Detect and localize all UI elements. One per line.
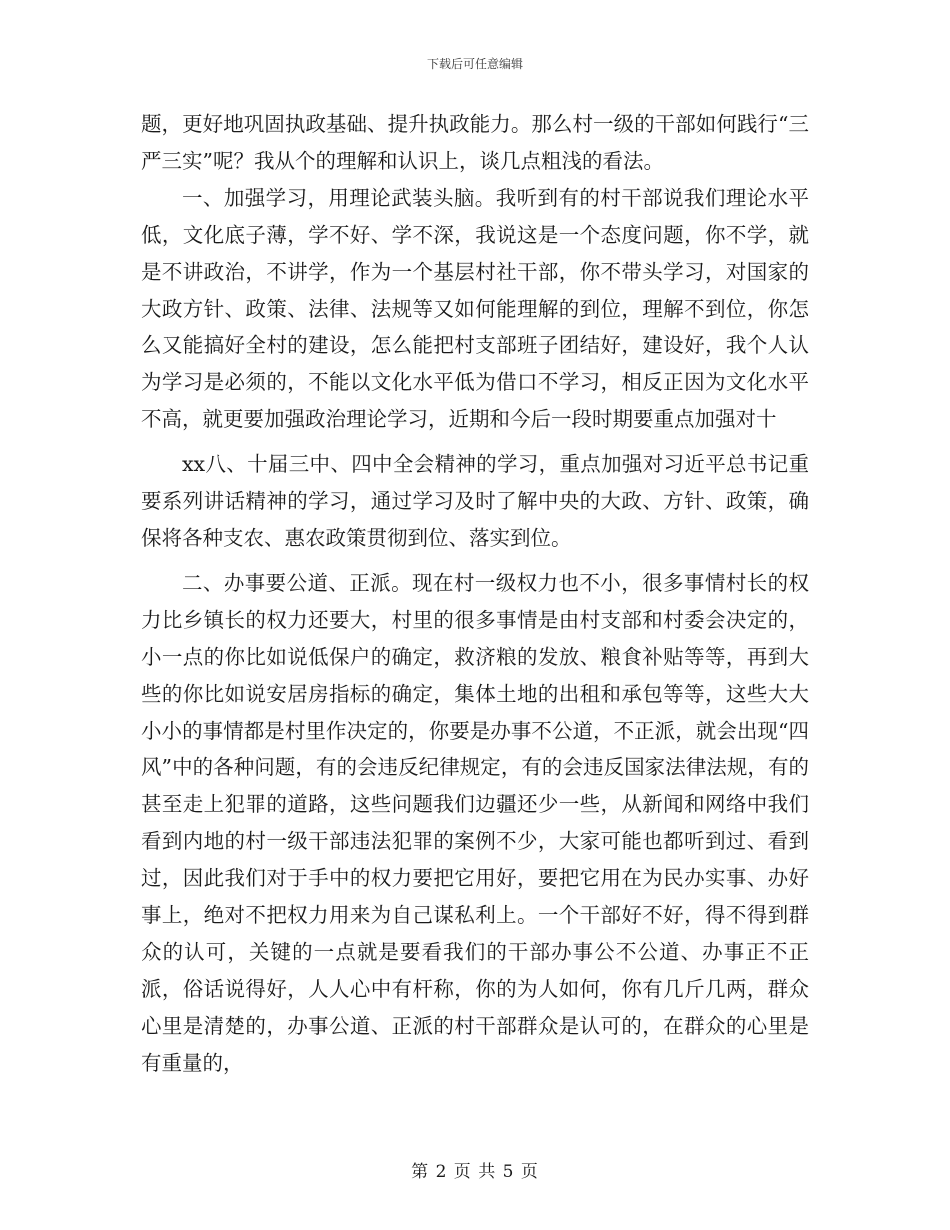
paragraph-section-one: 一、加强学习，用理论武装头脑。我听到有的村干部说我们理论水平低，文化底子薄，学不好、学不深，我说这是一个态度问题，你不学，就是不讲政治，不讲学，作为一个基层村社干部，你不带头学习，对国家的大政方针、政策、法律、法规等又如何能理解的到位，理解不到位，你怎么又能搞好全村的建设，怎么能把村支部班子团结好，建设好，我个人认为学习是必须的，不能以文化水平低为借口不学习，相反正因为文化水平不高，就更要加强政治理论学习，近期和今后一段时期要重点加强对十 xyxy=(141,185,809,432)
page-header: 下载后可任意编辑 xyxy=(426,57,523,71)
paragraph-plenary-study: xx八、十届三中、四中全会精神的学习，重点加强对习近平总书记重要系列讲话精神的学习，通过学习及时了解中央的大政、方针、政策，确保将各种支农、惠农政策贯彻到位、落实到位。 xyxy=(141,452,809,550)
paragraph-gap xyxy=(141,557,809,565)
document-body xyxy=(141,106,809,1082)
page-footer: 第 2 页 共 5 页 xyxy=(411,1162,539,1182)
paragraph-gap xyxy=(141,438,809,446)
paragraph-section-two: 二、办事要公道、正派。现在村一级权力也不小，很多事情村长的权力比乡镇长的权力还要大，村里的很多事情是由村支部和村委会决定的，小一点的你比如说低保户的确定，救济粮的发放、粮食补贴等等，再到大些的你比如说安居房指标的确定，集体土地的出租和承包等等，这些大大小小的事情都是村里作决定的，你要是办事不公道，不正派，就会出现“四风”中的各种问题，有的会违反纪律规定，有的会违反国家法律法规，有的甚至走上犯罪的道路，这些问题我们边疆还少一些，从新闻和网络中我们看到内地的村一级干部违法犯罪的案例不少，大家可能也都听到过、看到过，因此我们对于手中的权力要把它用好，要把它用在为民办实事、办好事上，绝对不把权力用来为自己谋私利上。一个干部好不好，得不得到群众的认可，关键的一点就是要看我们的干部办事公不公道、办事正不正派，俗话说得好，人人心中有杆称，你的为人如何，你有几斤几两，群众心里是清楚的，办事公道、正派的村干部群众是认可的，在群众的心里是有重量的， xyxy=(141,570,809,1075)
paragraph-continuation: 题，更好地巩固执政基础、提升执政能力。那么村一级的干部如何践行“三严三实”呢？我从个的理解和认识上，谈几点粗浅的看法。 xyxy=(141,112,809,173)
